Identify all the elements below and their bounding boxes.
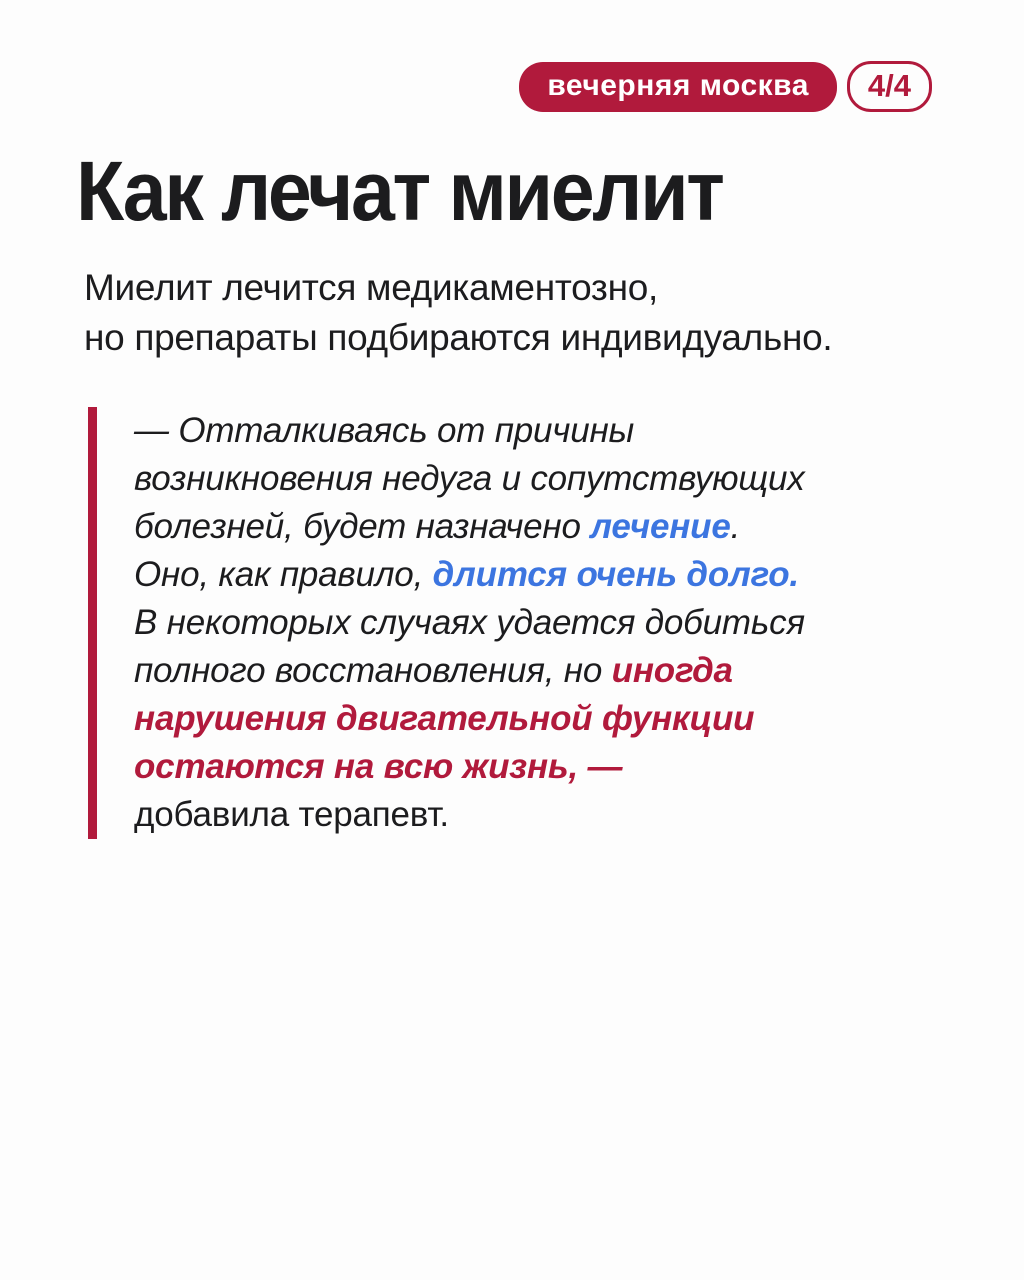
quote-text: Оно, как правило, — [134, 555, 433, 594]
quote-emphasis-red: остаются на всю жизнь, — — [134, 747, 623, 786]
quote-block — [88, 407, 918, 839]
quote-text: полного восстановления, но — [134, 651, 612, 690]
brand-badge: вечерняя москва — [519, 62, 837, 112]
quote-line — [134, 407, 918, 455]
quote-line — [134, 503, 918, 551]
quote-text: — Отталкиваясь от причины — [134, 411, 635, 450]
quote-emphasis-red: нарушения двигательной функции — [134, 699, 755, 738]
intro-paragraph — [84, 263, 1024, 363]
quote-text: болезней, будет назначено — [134, 507, 591, 546]
page-indicator: 4/4 — [847, 61, 932, 112]
card-header — [0, 0, 1024, 112]
quote-line — [134, 599, 918, 647]
quote-text: В некоторых случаях удается добиться — [134, 603, 805, 642]
quote-text: . — [730, 507, 741, 546]
quote-line — [134, 695, 918, 743]
quote-line — [134, 455, 918, 503]
quote-emphasis-blue: лечение — [590, 507, 731, 546]
quote-attribution — [134, 791, 918, 839]
quote-text: добавила терапевт. — [134, 795, 449, 834]
quote-text: возникновения недуга и сопутствующих — [134, 459, 805, 498]
quote-emphasis-blue: длится очень долго. — [432, 555, 799, 594]
quote-line — [134, 743, 918, 791]
quote-line — [134, 551, 918, 599]
quote-line — [134, 647, 918, 695]
quote-emphasis-red: иногда — [611, 651, 733, 690]
intro-line-2: но препараты подбираются индивидуально. — [84, 317, 833, 358]
page-title: Как лечат миелит — [76, 144, 723, 238]
intro-line-1: Миелит лечится медикаментозно, — [84, 267, 658, 308]
